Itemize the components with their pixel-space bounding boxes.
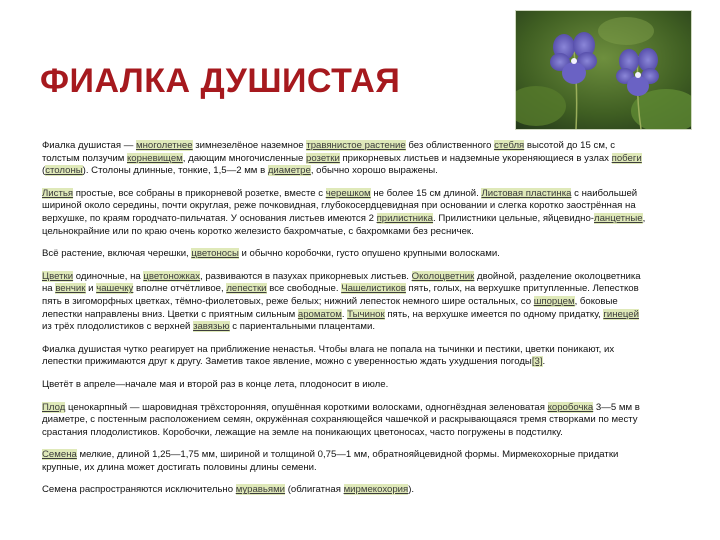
article-link[interactable]: шпорцем xyxy=(533,295,575,307)
paragraph-text: с наибольшей шириной около середины, почти округлая, реже почковидная, глубокосердцевидная при основании и слегка коротко заострённая на верхушке, по краям городчато-пильчатая. У основания листьев имеются 2 xyxy=(42,187,638,224)
paragraph-text: высотой до 15 см, с толстым ползучим xyxy=(42,140,616,164)
article-paragraph xyxy=(42,271,650,334)
paragraph-text: . Прилистники цельные, яйцевидно- xyxy=(433,212,594,224)
paragraph-text: из трёх плодолистиков с верхней xyxy=(42,321,194,333)
article-link[interactable]: гинецей xyxy=(603,308,639,320)
paragraph-text: и обычно коробочки, густо опушено крупными волосками. xyxy=(238,248,500,260)
article-link[interactable]: многолетнее xyxy=(135,140,193,151)
article-link[interactable]: коробочка xyxy=(547,401,594,413)
article-body xyxy=(42,140,650,507)
article-link[interactable]: ароматом xyxy=(297,308,342,320)
paragraph-text: Семена распространяются исключительно xyxy=(42,484,236,496)
paragraph-text: мелкие, длиной 1,25—1,75 мм, шириной и толщиной 0,75—1 мм, обратнояйцевидной формы. Мирмекохорные придатки крупные, их длина может достигать половины длины семени. xyxy=(42,449,619,473)
paragraph-text: , боковые лепестки направлены вниз. Цветки с приятным сильным xyxy=(42,295,618,320)
article-link[interactable]: розетки xyxy=(305,152,340,164)
paragraph-text: ). Столоны длинные, тонкие, 1,5—2 мм в xyxy=(82,165,268,177)
page-title: ФИАЛКА ДУШИСТАЯ xyxy=(40,62,401,100)
article-link[interactable]: Листовая пластинка xyxy=(481,187,572,199)
article-link[interactable]: диаметре xyxy=(267,165,311,177)
article-link[interactable]: Околоцветник xyxy=(411,270,475,282)
paragraph-text: и xyxy=(85,283,97,295)
article-link[interactable]: цветоножках xyxy=(143,270,200,282)
paragraph-text: не более 15 см длиной. xyxy=(370,187,482,199)
paragraph-text: прикорневых листьев и надземные укореняющиеся в узлах xyxy=(339,152,612,164)
article-link[interactable]: чашечку xyxy=(96,283,134,295)
article-link[interactable]: корневищем xyxy=(126,152,183,164)
article-paragraph xyxy=(42,140,650,178)
article-link[interactable]: венчик xyxy=(55,283,86,295)
article-paragraph xyxy=(42,248,650,261)
paragraph-text: . xyxy=(341,308,348,320)
paragraph-text: зимнезелёное наземное xyxy=(192,140,307,151)
article-link[interactable]: побеги xyxy=(611,152,642,164)
article-link[interactable]: цветоносы xyxy=(191,248,239,260)
paragraph-text: 3—5 мм в диаметре, с постенным расположением семян, окружённая сохраняющейся чашечкой и раскрывающаяся тремя створками по месту срастания плодолистиков. Коробочки, лежащие на земле на поникающих цветоносах, часто погружены в подстилку. xyxy=(42,401,640,438)
paragraph-text: одиночные, на xyxy=(73,270,144,282)
article-link[interactable]: Тычинок xyxy=(347,308,385,320)
paragraph-text: , развиваются в пазухах прикорневых листьев. xyxy=(200,270,412,282)
article-paragraph xyxy=(42,379,650,392)
paragraph-text: Фиалка душистая — xyxy=(42,140,136,151)
article-paragraph xyxy=(42,344,650,369)
paragraph-text: пять, голых, на верхушке притупленные. Лепестков пять в зигоморфных цветках, тёмно-фиолетовых, реже белых; нижний лепесток немного шире остальных, со xyxy=(42,283,639,307)
article-link[interactable]: Цветки xyxy=(42,270,74,282)
paragraph-text: Фиалка душистая чутко реагирует на приближение ненастья. Чтобы влага не попала на тычинки и пестики, цветки поникают, их лепестки прижимаются друг к другу. Заметив такое явление, можно с уверенностью ждать ухудшения погоды xyxy=(42,343,615,368)
article-link[interactable]: стебля xyxy=(494,140,525,151)
paragraph-text: с париентальными плацентами. xyxy=(229,321,376,333)
article-link[interactable]: лепестки xyxy=(226,283,267,295)
article-link[interactable]: прилистника xyxy=(376,212,434,224)
paragraph-text: двойной, разделение околоцветника на xyxy=(42,270,641,295)
article-link[interactable]: Плод xyxy=(42,401,66,413)
article-link[interactable]: [3] xyxy=(531,356,543,368)
article-link[interactable]: завязью xyxy=(193,321,230,333)
article-link[interactable]: столоны xyxy=(45,165,83,177)
paragraph-text: (облигатная xyxy=(285,484,344,496)
paragraph-text: ( xyxy=(42,165,46,177)
article-link[interactable]: мирмекохория xyxy=(343,484,409,496)
paragraph-text: , цельнокрайние или по краю очень коротко железисто бахромчатые, с бахромками без ресничек. xyxy=(42,212,646,237)
article-link[interactable]: травянистое растение xyxy=(306,140,406,151)
article-link[interactable]: Листья xyxy=(42,187,74,199)
paragraph-text: ). xyxy=(408,484,415,496)
article-paragraph xyxy=(42,402,650,440)
paragraph-text: без облиственного xyxy=(405,140,495,151)
paragraph-text: ценокарпный — шаровидная трёхсторонняя, опушённая короткими волосками, одногнёздная зеленоватая xyxy=(65,401,548,413)
article-link[interactable]: муравьями xyxy=(235,484,286,496)
violet-photo xyxy=(515,10,692,130)
article-paragraph xyxy=(42,188,650,238)
article-paragraph xyxy=(42,484,650,497)
paragraph-text: Цветёт в апреле—начале мая и второй раз в конце лета, плодоносит в июле. xyxy=(42,378,389,390)
paragraph-text: пять, на верхушке имеется по одному придатку, xyxy=(384,308,604,320)
article-link[interactable]: ланцетные xyxy=(594,212,643,224)
article-paragraph xyxy=(42,449,650,474)
paragraph-text: вполне отчётливое, xyxy=(133,283,227,295)
article-link[interactable]: Семена xyxy=(42,449,77,461)
paragraph-text: , обычно хорошо выражены. xyxy=(310,165,438,177)
paragraph-text: все свободные. xyxy=(266,283,342,295)
paragraph-text: , дающим многочисленные xyxy=(182,152,306,164)
paragraph-text: . xyxy=(542,356,546,368)
paragraph-text: простые, все собраны в прикорневой розетке, вместе с xyxy=(73,187,326,199)
article-link[interactable]: черешком xyxy=(325,187,371,199)
paragraph-text: Всё растение, включая черешки, xyxy=(42,248,192,260)
article-link[interactable]: Чашелистиков xyxy=(341,283,406,295)
